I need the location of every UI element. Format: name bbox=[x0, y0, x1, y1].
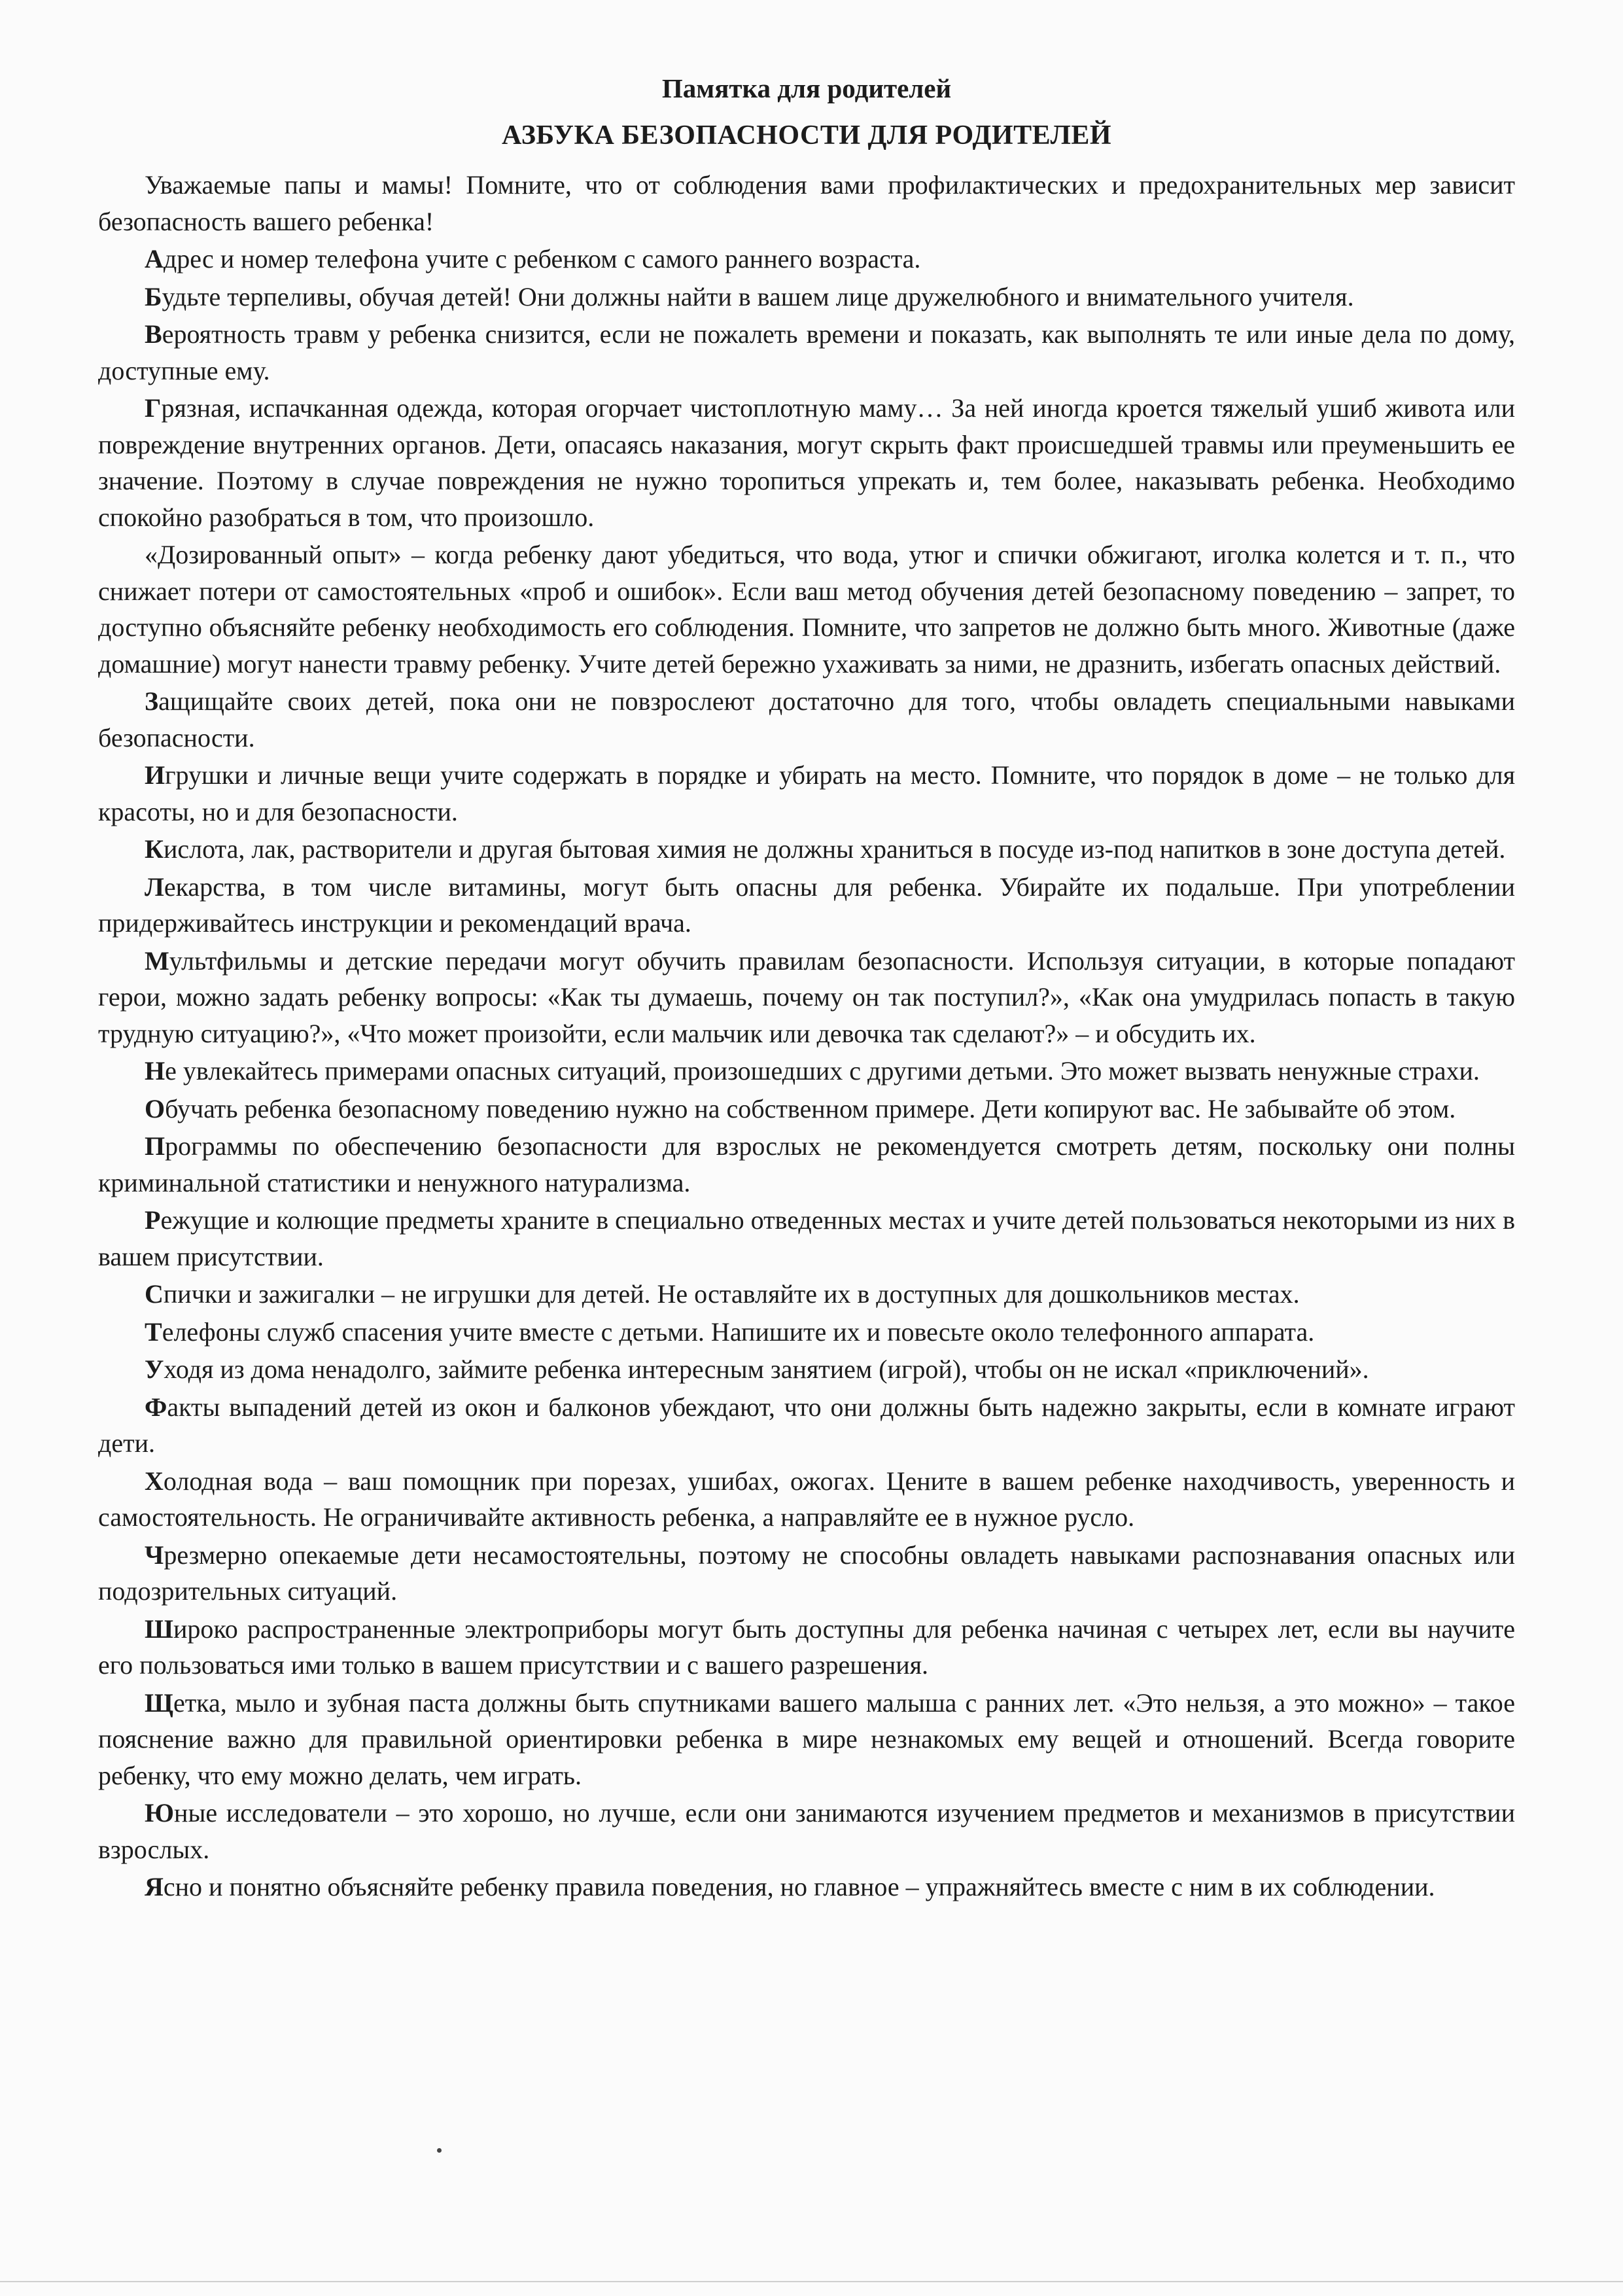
paragraph-text: удьте терпеливы, обучая детей! Они должны найти в вашем лице дружелюбного и внимательного учителя. bbox=[162, 281, 1354, 311]
paragraph bbox=[98, 1389, 1515, 1462]
paragraph-initial: М bbox=[145, 945, 169, 976]
paragraph bbox=[98, 1276, 1515, 1313]
paragraph-initial: К bbox=[145, 834, 164, 864]
paragraph-text: ероятность травм у ребенка снизится, если не пожалеть времени и показать, как выполнять те или иные дела по дому, доступные ему. bbox=[98, 319, 1515, 385]
paragraph-text: рязная, испачканная одежда, которая огорчает чистоплотную маму… За ней иногда кроется тяжелый ушиб живота или повреждение внутренних органов. Дети, опасаясь наказания, могут скрыть факт происшедшей травмы или преуменьшить ее значение. Поэтому в случае повреждения не нужно торопиться упрекать и, тем более, наказывать ребенка. Необходимо спокойно разобраться в том, что произошло. bbox=[98, 393, 1515, 532]
paragraph-initial: Х bbox=[145, 1466, 164, 1496]
paragraph-initial: Щ bbox=[145, 1687, 173, 1718]
paragraph bbox=[98, 390, 1515, 535]
paragraph bbox=[98, 831, 1515, 868]
paragraph-initial: А bbox=[145, 244, 164, 274]
paragraph bbox=[98, 1795, 1515, 1867]
paragraph-initial: Н bbox=[145, 1056, 166, 1086]
paragraph-initial: У bbox=[145, 1354, 164, 1384]
paragraph bbox=[98, 241, 1515, 277]
paragraph-initial: И bbox=[145, 760, 166, 790]
paragraph-initial: Б bbox=[145, 281, 162, 311]
paragraph-text: акты выпадений детей из окон и балконов убеждают, что они должны быть надежно закрыты, если в комнате играют дети. bbox=[98, 1392, 1515, 1458]
paragraph bbox=[98, 167, 1515, 239]
paragraph-text: резмерно опекаемые дети несамостоятельны, поэтому не способны овладеть навыками распознавания опасных или подозрительных ситуаций. bbox=[98, 1540, 1515, 1606]
paragraph bbox=[98, 316, 1515, 389]
paragraph-text: екарства, в том числе витамины, могут быть опасны для ребенка. Убирайте их подальше. При употреблении придерживайтесь инструкции и рекомендаций врача. bbox=[98, 872, 1515, 938]
paragraph-initial: Ю bbox=[145, 1798, 175, 1828]
paragraph bbox=[98, 757, 1515, 830]
paragraph-initial: Я bbox=[145, 1872, 164, 1901]
paragraph bbox=[98, 1463, 1515, 1536]
scan-bottom-edge bbox=[0, 2281, 1623, 2282]
paragraph-text: ные исследователи – это хорошо, но лучше, если они занимаются изучением предметов и механизмов в присутствии взрослых. bbox=[98, 1798, 1515, 1864]
paragraph-initial: С bbox=[145, 1279, 164, 1309]
paragraph bbox=[98, 1869, 1515, 1905]
paragraph-initial: П bbox=[145, 1131, 166, 1161]
paragraph bbox=[98, 1351, 1515, 1388]
paragraph-text: ащищайте своих детей, пока они не повзрослеют достаточно для того, чтобы овладеть специальными навыками безопасности. bbox=[98, 686, 1515, 752]
paragraph-text: ироко распространенные электроприборы могут быть доступны для ребенка начиная с четырех лет, если вы научите его пользоваться ими только в вашем присутствии и с вашего разрешения. bbox=[98, 1614, 1515, 1680]
scan-speck bbox=[437, 2148, 442, 2153]
paragraph bbox=[98, 1202, 1515, 1275]
paragraph-initial: Л bbox=[145, 872, 164, 902]
paragraph bbox=[98, 1128, 1515, 1201]
paragraph bbox=[98, 869, 1515, 942]
paragraph bbox=[98, 537, 1515, 682]
paragraph-initial: Р bbox=[145, 1205, 161, 1235]
paragraph-initial: Т bbox=[145, 1316, 162, 1347]
paragraph-text: ультфильмы и детские передачи могут обучить правилам безопасности. Используя ситуации, в которые попадают герои, можно задать ребенку вопросы: «Как ты думаешь, почему он так поступил?», «Как она умудрилась попасть в такую трудную ситуацию?», «Что может произойти, если мальчик или девочка так сделают?» – и обсудить их. bbox=[98, 945, 1515, 1048]
paragraph-text: е увлекайтесь примерами опасных ситуаций, произошедших с другими детьми. Это может вызвать ненужные страхи. bbox=[165, 1056, 1480, 1086]
paragraph bbox=[98, 1611, 1515, 1684]
paragraph-text: Уважаемые папы и мамы! Помните, что от соблюдения вами профилактических и предохранительных мер зависит безопасность вашего ребенка! bbox=[98, 170, 1515, 236]
paragraph-initial: Ч bbox=[145, 1540, 164, 1570]
paragraph bbox=[98, 1053, 1515, 1089]
paragraph-text: ежущие и колющие предметы храните в специально отведенных местах и учите детей пользоваться некоторыми из них в вашем присутствии. bbox=[98, 1205, 1515, 1271]
paragraph-text: ислота, лак, растворители и другая бытовая химия не должны храниться в посуде из-под напитков в зоне доступа детей. bbox=[164, 834, 1506, 864]
paragraph-text: грушки и личные вещи учите содержать в порядке и убирать на место. Помните, что порядок в доме – не только для красоты, но и для безопасности. bbox=[98, 760, 1515, 826]
paragraph-initial: О bbox=[145, 1093, 166, 1123]
paragraph-text: етка, мыло и зубная паста должны быть спутниками вашего малыша с ранних лет. «Это нельзя, а это можно» – такое пояснение важно для правильной ориентировки ребенка в мире незнакомых ему вещей и отношений. Всегда говорите ребенку, что ему можно делать, чем играть. bbox=[98, 1687, 1515, 1790]
paragraph-text: рограммы по обеспечению безопасности для взрослых не рекомендуется смотреть детям, поскольку они полны криминальной статистики и ненужного натурализма. bbox=[98, 1131, 1515, 1197]
paragraph bbox=[98, 1314, 1515, 1351]
paragraph bbox=[98, 279, 1515, 315]
paragraph bbox=[98, 1091, 1515, 1127]
paragraph-text: дрес и номер телефона учите с ребенком с самого раннего возраста. bbox=[163, 244, 921, 274]
paragraph-text: олодная вода – ваш помощник при порезах, ушибах, ожогах. Цените в вашем ребенке находчивость, уверенность и самостоятельность. Не ограничивайте активность ребенка, а направляйте ее в нужное русло. bbox=[98, 1466, 1515, 1532]
paragraph-text: сно и понятно объясняйте ребенку правила поведения, но главное – упражняйтесь вместе с ним в их соблюдении. bbox=[163, 1872, 1435, 1901]
paragraph-initial: З bbox=[145, 686, 159, 716]
paragraph-initial: Г bbox=[145, 393, 162, 423]
paragraph-initial: Ф bbox=[145, 1392, 167, 1422]
paragraph-text: бучать ребенка безопасному поведению нужно на собственном примере. Дети копируют вас. Не забывайте об этом. bbox=[165, 1093, 1456, 1123]
paragraph-text: елефоны служб спасения учите вместе с детьми. Напишите их и повесьте около телефонного аппарата. bbox=[162, 1316, 1315, 1347]
document-title: АЗБУКА БЕЗОПАСНОСТИ ДЛЯ РОДИТЕЛЕЙ bbox=[501, 120, 1112, 150]
paragraph-text: ходя из дома ненадолго, займите ребенка интересным занятием (игрой), чтобы он не искал «приключений». bbox=[164, 1354, 1369, 1384]
document-body bbox=[98, 167, 1515, 1905]
paragraph-initial: Ш bbox=[145, 1614, 173, 1644]
paragraph-text: пички и зажигалки – не игрушки для детей. Не оставляйте их в доступных для дошкольников местах. bbox=[163, 1279, 1300, 1309]
paragraph bbox=[98, 683, 1515, 756]
document-subtitle: Памятка для родителей bbox=[661, 73, 952, 103]
paragraph bbox=[98, 1685, 1515, 1794]
paragraph bbox=[98, 1537, 1515, 1610]
paragraph bbox=[98, 943, 1515, 1052]
paragraph-initial: В bbox=[145, 319, 162, 349]
paragraph-text: «Дозированный опыт» – когда ребенку дают убедиться, что вода, утюг и спички обжигают, иголка колется и т. п., что снижает потери от самостоятельных «проб и ошибок». Если ваш метод обучения детей безопасному поведению – запрет, то доступно объясняйте ребенку необходимость его соблюдения. Помните, что запретов не должно быть много. Животные (даже домашние) могут нанести травму ребенку. Учите детей бережно ухаживать за ними, не дразнить, избегать опасных действий. bbox=[98, 540, 1515, 679]
